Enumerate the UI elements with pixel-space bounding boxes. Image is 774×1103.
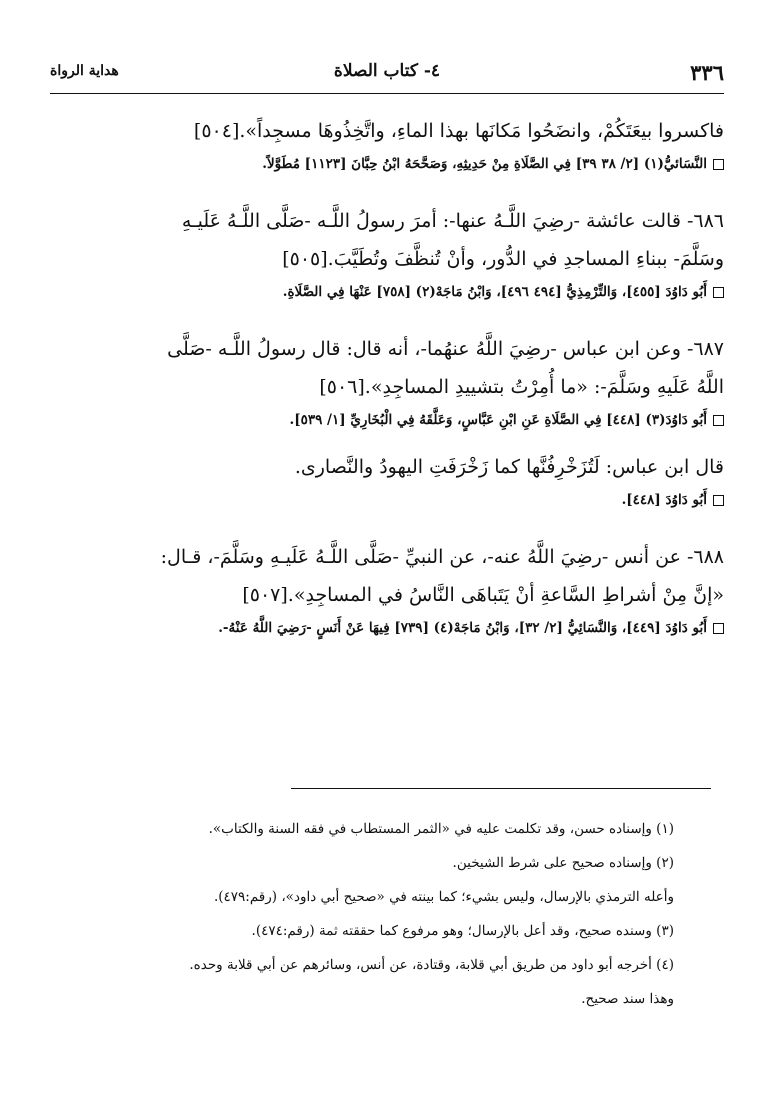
hadith-687-line-2: اللَّهُ عَلَيهِ وسَلَّمَ-: «ما أُمِرْتُ بتشييدِ المساجِدِ».[٥٠٦] (319, 376, 724, 398)
footnote-3: (٣) وسنده صحيح، وقد أعل بالإرسال؛ وهو مرفوع كما حققته ثمة (رقم:٤٧٤). (251, 923, 674, 939)
hadith-688-line-1: ٦٨٨- عن أنس -رضِيَ اللَّهُ عنه-، عن النبيِّ -صَلَّى اللَّـهُ عَلَيـهِ وسَلَّمَ-، قـال: (160, 546, 724, 568)
hadith-688-line-2: «إنَّ مِنْ أشراطِ السَّاعةِ أنْ يَتَباهَى النَّاسُ في المساجِدِ».[٥٠٧] (242, 584, 724, 606)
hadith-686-line-2: وسَلَّمَ- ببناءِ المساجدِ في الدُّور، وأنْ تُنظَّفَ وتُطَيَّبَ.[٥٠٥] (282, 248, 724, 270)
source-685 (50, 150, 724, 178)
source-686 (50, 278, 724, 306)
source-text: أَبُو دَاوُدَ [٤٤٨]. (621, 492, 707, 508)
source-687 (50, 406, 724, 434)
square-marker-icon (713, 495, 724, 506)
header-divider (50, 93, 724, 94)
hadith-687-extra: قال ابن عباس: لَتُزَخْرِفُنَّها كما زَخْرَفَتِ اليهودُ والنَّصارى. (294, 456, 724, 478)
chapter-title: ٤- كتاب الصلاة (333, 61, 441, 81)
page-number: ٣٣٦ (690, 60, 724, 85)
source-text: أَبُو دَاوُدَ [٤٥٥]، وَالتِّرْمِذِيُّ [٤٩٤ ٤٩٦]، وَابْنُ مَاجَهْ(٢) [٧٥٨] عَنْهَا فِي الصَّلَاةِ. (282, 284, 707, 300)
square-marker-icon (713, 287, 724, 298)
square-marker-icon (713, 415, 724, 426)
page-header (50, 56, 724, 92)
footnote-divider (291, 788, 711, 789)
square-marker-icon (713, 623, 724, 634)
source-text: أَبُو دَاوُدَ(٣) [٤٤٨] فِي الصَّلَاةِ عَنِ ابْنِ عَبَّاسٍ، وَعَلَّقَهُ فِي الْبُخَارِيِّ [١/ ٥٣٩]. (289, 412, 707, 428)
footnote-1: (١) وإسناده حسن، وقد تكلمت عليه في «الثمر المستطاب في فقه السنة والكتاب». (208, 821, 674, 837)
book-title: هداية الرواة (50, 63, 119, 79)
main-text (50, 112, 724, 656)
hadith-686-line-1: ٦٨٦- قالت عائشة -رضِيَ اللَّـهُ عنها-: أمرَ رسولُ اللَّـه -صَلَّى اللَّـهُ عَلَيـهِ (181, 210, 724, 232)
source-text: النَّسَائيُّ(١) [٢/ ٣٨ ٣٩] فِي الصَّلَاةِ مِنْ حَدِيثِهِ، وَصَحَّحَهُ ابْنُ حِبَّانَ [١١٢٣] مُطَوَّلاً. (262, 156, 707, 172)
hadith-687-line-1: ٦٨٧- وعن ابن عباس -رضِيَ اللَّهُ عنهُما-، أنه قال: قال رسولُ اللَّـه -صَلَّى (167, 338, 724, 360)
footnotes (90, 812, 674, 1016)
footnote-2: (٢) وإسناده صحيح على شرط الشيخين. (452, 855, 674, 871)
source-687-extra (50, 486, 724, 514)
footnote-4-cont: وهذا سند صحيح. (581, 991, 674, 1007)
source-text: أَبُو دَاوُدَ [٤٤٩]، وَالنَّسَائِيُّ [٢/ ٣٢]، وَابْنُ مَاجَهْ(٤) [٧٣٩] فِيهَا عَنْ أَنَسٍ -رَضِيَ اللَّهُ عَنْهُ-. (218, 620, 707, 636)
source-688 (50, 614, 724, 642)
footnote-2-cont: وأعله الترمذي بالإرسال، وليس بشيء؛ كما بينته في «صحيح أبي داود»، (رقم:٤٧٩). (213, 889, 674, 905)
footnote-4: (٤) أخرجه أبو داود من طريق أبي قلابة، وقتادة، عن أنس، وسائرهم عن أبي قلابة وحده. (189, 957, 674, 973)
hadith-685-tail: فاكسروا بيعَتَكُمْ، وانضَحُوا مَكانَها بهذا الماءِ، واتَّخِذُوهَا مسجِداً».[٥٠٤] (193, 120, 724, 142)
square-marker-icon (713, 159, 724, 170)
